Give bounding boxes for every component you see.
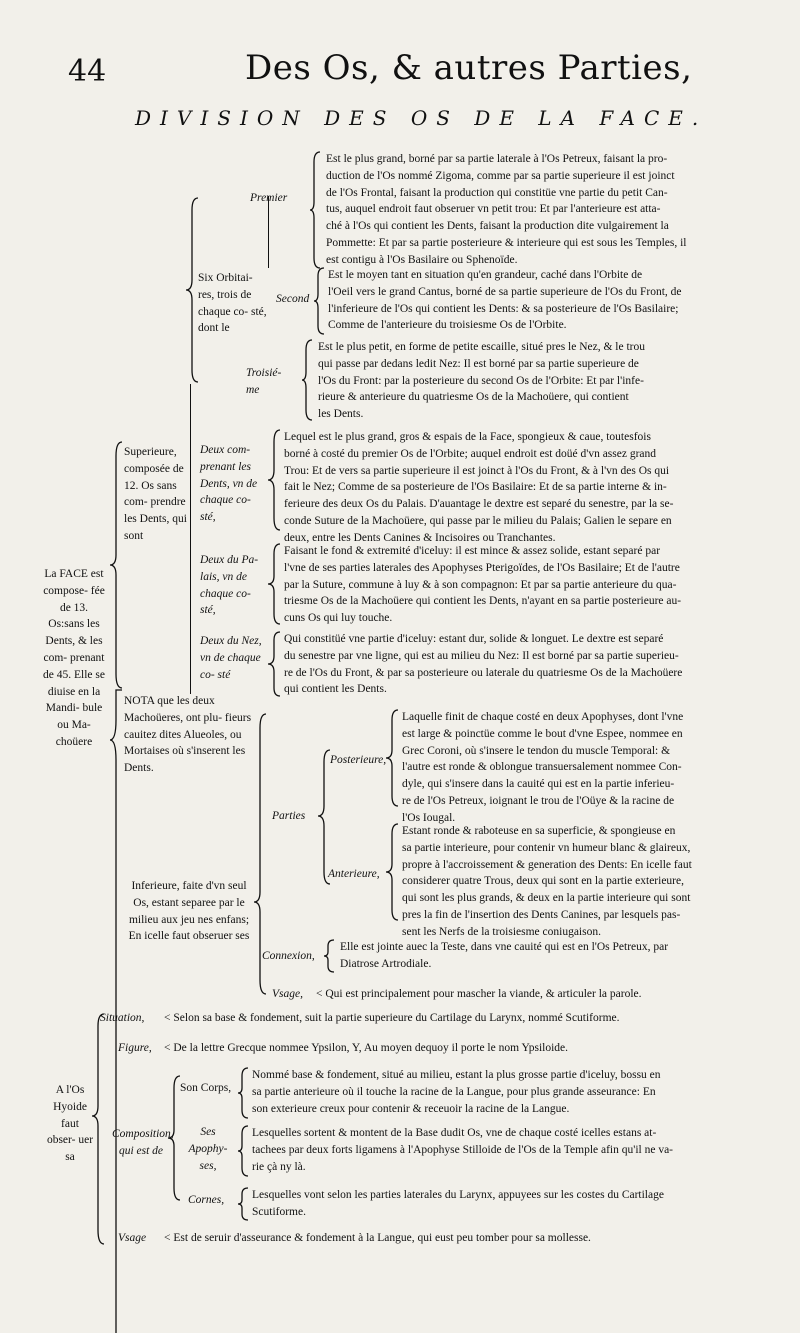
text-line: re de l'Os Petreux, ioignant le trou de l'Oüye & la racine de — [402, 794, 675, 807]
text-line: qui sont les plus grands, & deux en la partie interieure qui sont — [402, 892, 691, 905]
deux-nez-text — [284, 631, 682, 698]
deux-comprenant-brace — [268, 428, 282, 532]
troisieme-label: Troisié- me — [246, 367, 282, 396]
nota-text: NOTA que les deux Machoüeres, ont plu- fieurs cauitez dites Alueoles, ou Mortaises où s'inserent les Dents. — [124, 695, 252, 775]
text-line: qui passe par dedans ledit Nez: Il est borné par sa partie superieure de — [318, 357, 639, 370]
deux-palais-label: Deux du Pa- lais, vn de chaque co- sté, — [200, 554, 259, 617]
hyoide-brace — [92, 1012, 106, 1246]
text-line: de l'Os Frontal, faisant la production qui constitüe vne partie du petit Can- — [326, 186, 668, 199]
text-line: dyle, qui s'insere dans la cauité qui est en la partie inferieu- — [402, 778, 675, 791]
text-line: ferieure des deux Os du Palais. D'auantage le dextre est separé du senestre, par la se- — [284, 498, 674, 511]
connexion-label: Connexion, — [262, 950, 315, 962]
text-line: sent les Nerfs de la troisiesme coniugaison. — [402, 925, 601, 938]
second-label: Second — [276, 293, 310, 305]
figure-label: Figure, — [118, 1042, 152, 1054]
text-line: l'Os Iougal. — [402, 811, 456, 824]
face-brace — [110, 440, 124, 1000]
text-line: Est le plus grand, borné par sa partie laterale à l'Os Petreux, faisant la pro- — [326, 153, 668, 165]
text-line: Faisant le fond & extremité d'iceluy: il est mince & assez solide, estant separé par — [284, 545, 661, 557]
text-line: Grec Coroni, où s'insere le tendon du muscle Temporal: & — [402, 744, 671, 757]
text-line: Pommette: Et par sa partie posterieure & interieure qui est sous les Temples, il — [326, 236, 687, 249]
six-orbitaires-brace — [186, 196, 200, 384]
text-line: sa partie interieure, pour contenir vn humeur blanc & glaireux, — [402, 841, 691, 854]
cornes-text — [252, 1187, 664, 1221]
text-line: Scutiforme. — [252, 1205, 306, 1218]
deux-nez-label: Deux du Nez, vn de chaque co- sté — [200, 635, 262, 681]
text-line: Laquelle finit de chaque costé en deux Apophyses, dont l'vne — [402, 711, 684, 723]
premier-label: Premier — [250, 192, 288, 204]
text-line: Nommé base & fondement, situé au milieu, estant la plus grosse partie d'iceluy, bossu en — [252, 1069, 661, 1081]
face-usage-text: < Qui est principalement pour mascher la viande, & articuler la parole. — [316, 988, 642, 1000]
text-line: l'autre est ronde & oblongue transuersalement nommee Con- — [402, 761, 682, 774]
division-title: DIVISION DES OS DE LA FACE. — [135, 106, 708, 130]
son-corps-brace — [238, 1066, 250, 1120]
premier-connector — [268, 196, 269, 268]
text-line: cuns Os qui luy touche. — [284, 612, 393, 625]
text-line: Elle est jointe auec la Teste, dans vne cauité qui est en l'Os Petreux, par — [340, 941, 669, 953]
cornes-label: Cornes, — [188, 1194, 225, 1206]
text-line: fait le Nez; Comme de sa posterieure de l'Os Basilaire: Et de sa partie interne & in- — [284, 481, 667, 494]
son-corps-text — [252, 1067, 661, 1117]
deux-palais-brace — [268, 542, 282, 626]
deux-comprenant-text — [284, 429, 673, 547]
text-line: triesme Os de la Machoüere qui contient les Dents, n'ayant en sa partie posterieure au- — [284, 595, 682, 608]
six-orbitaires-label: Six Orbitai- res, trois de chaque co- sté, dont le — [198, 272, 267, 335]
apophyses-text — [252, 1125, 673, 1175]
composition-label: Composition, qui est de — [112, 1128, 174, 1157]
text-line: ché à l'Os qui contient les Dents, faisant la production dite vulgairement la — [326, 220, 669, 233]
situation-text: < Selon sa base & fondement, suit la partie superieure du Cartilage du Larynx, nommé Scutiforme. — [164, 1012, 620, 1024]
troisieme-text — [318, 339, 645, 423]
hyoide-usage-text: < Est de seruir d'asseurance & fondement à la Langue, qui eust peu tomber pour sa mollesse. — [164, 1232, 591, 1244]
son-corps-label: Son Corps, — [180, 1082, 232, 1094]
face-usage-label: Vsage, — [272, 988, 303, 1000]
text-line: Comme de l'anterieure du troisiesme Os de l'Orbite. — [328, 319, 567, 332]
premier-text — [326, 151, 687, 269]
second-text — [328, 267, 682, 334]
text-line: l'inferieure de l'Os qui contient les Dents: & sa posterieure de l'Os Basilaire; — [328, 302, 679, 315]
text-line: qui contient les Dents. — [284, 683, 387, 696]
text-line: Lequel est le plus grand, gros & espais de la Face, spongieux & caue, toutesfois — [284, 431, 651, 443]
anterieure-label: Anterieure, — [328, 868, 380, 880]
parties-label: Parties — [272, 810, 306, 822]
anterieure-text — [402, 823, 692, 941]
text-line: est large & poinctüe comme le bout d'vne Espee, nommee en — [402, 727, 683, 740]
text-line: Diatrose Artrodiale. — [340, 957, 432, 970]
deux-nez-brace — [268, 630, 282, 698]
text-line: re de l'Os du Front, & par sa posterieure ou laterale du quatriesme Os de la Machoüere — [284, 666, 683, 679]
text-line: son exterieure creux pour contenir & receuoir la racine de la Langue. — [252, 1102, 570, 1115]
text-line: l'Os du Front: par la posterieure du second Os de l'Orbite: Et par l'infe- — [318, 374, 644, 387]
text-line: pres la fin de l'insertion des Dents Canines, par lesquels pas- — [402, 908, 681, 921]
anterieure-brace — [386, 822, 400, 922]
text-line: l'vne de ses parties laterales des Apophyses Pterigoïdes, de l'Os Basilaire; Et de l'autre — [284, 561, 680, 574]
text-line: conde Suture de la Machoüere, qui passe par le milieu du Palais; Galien le separe en — [284, 514, 672, 527]
figure-text: < De la lettre Grecque nommee Ypsilon, Y, Au moyen dequoy il porte le nom Ypsiloide. — [164, 1042, 569, 1054]
superieure-connector — [190, 384, 191, 694]
hyoide-label: A l'Os Hyoide faut obser- uer sa — [46, 1084, 94, 1164]
text-line: deux, entre les Dents Canines & Incisoires ou Tranchantes. — [284, 531, 556, 544]
page-number: 44 — [68, 54, 107, 89]
text-line: duction de l'Os nommé Zigoma, comme par sa partie superieure il est joinct — [326, 169, 675, 182]
posterieure-text — [402, 709, 683, 827]
text-line: rie çà ny là. — [252, 1160, 306, 1173]
text-line: Qui constitüé vne partie d'iceluy: estant dur, solide & longuet. Le dextre est separé — [284, 633, 664, 645]
text-line: tachees par deux forts ligamens à l'Apophyse Stilloide de l'Os de la Temple afin qu'il ne va- — [252, 1143, 674, 1156]
posterieure-brace — [386, 708, 400, 808]
hyoide-usage-label: Vsage — [118, 1232, 147, 1244]
text-line: sa partie anterieure où il touche la racine de la Langue, pour plus grande asseurance: En — [252, 1085, 656, 1098]
apophyses-label: Ses Apophy- ses, — [188, 1126, 228, 1172]
text-line: Lesquelles sortent & montent de la Base dudit Os, vne de chaque costé icelles estans at- — [252, 1127, 657, 1139]
text-line: tus, auquel endroit faut obseruer vn petit trou: Et par l'anterieure est atta- — [326, 203, 661, 216]
superieure-label: Superieure, composée de 12. Os sans com- prendre les Dents, qui sont — [124, 446, 187, 542]
apophyses-brace — [238, 1124, 250, 1178]
text-line: Lesquelles vont selon les parties laterales du Larynx, appuyees sur les costes du Cartilage — [252, 1189, 664, 1201]
cornes-brace — [238, 1186, 250, 1222]
connexion-text — [340, 939, 668, 973]
premier-brace — [310, 150, 322, 270]
text-line: rieure & anterieure du quatriesme Os de la Machoüere, qui contient — [318, 391, 629, 404]
connexion-brace — [324, 938, 336, 974]
text-line: l'Oeil vers le grand Cantus, borné de sa partie superieure de l'Os du Front, de — [328, 285, 682, 298]
text-line: propre à l'accroissement & generation des Dents: En icelle faut — [402, 858, 692, 871]
text-line: Trou: Et de vers sa partie superieure il est joinct à l'Os du Front, & à l'vn des Os qui — [284, 464, 670, 477]
deux-palais-text — [284, 543, 681, 627]
inferieure-label: Inferieure, faite d'vn seul Os, estant separee par le milieu aux jeu nes enfans; En icelle faut obseruer ses — [128, 880, 250, 943]
text-line: considerer quatre Trous, deux qui sont en la partie exterieure, — [402, 875, 684, 888]
troisieme-brace — [302, 338, 314, 422]
text-line: les Dents. — [318, 408, 364, 421]
posterieure-label: Posterieure, — [330, 754, 387, 766]
text-line: Estant ronde & raboteuse en sa superficie, & spongieuse en — [402, 825, 676, 837]
text-line: Est le plus petit, en forme de petite escaille, situé pres le Nez, & le trou — [318, 341, 646, 353]
deux-comprenant-label: Deux com- prenant les Dents, vn de chaque co- sté, — [200, 444, 258, 524]
face-label: La FACE est compose- fée de 13. Os:sans les Dents, & les com- prenant de 45. Elle se diuise en la Mandi- bule ou Ma- choüere — [43, 568, 105, 748]
text-line: borné à costé du premier Os de l'Orbite; auquel endroit est doüé d'vn assez grand — [284, 447, 657, 460]
text-line: est contigu à l'Os Basilaire ou Sphenoïde. — [326, 253, 518, 266]
text-line: par la Suture, commune à luy & à son compagnon: Et par sa partie anterieure du qua- — [284, 578, 677, 591]
second-brace — [314, 266, 326, 336]
text-line: du senestre par vne ligne, qui est au milieu du Nez: Il est borné par sa partie superieu- — [284, 649, 679, 662]
running-title: Des Os, & autres Parties, — [245, 48, 693, 88]
situation-label: Situation, — [100, 1012, 145, 1024]
text-line: Est le moyen tant en situation qu'en grandeur, caché dans l'Orbite de — [328, 269, 643, 281]
